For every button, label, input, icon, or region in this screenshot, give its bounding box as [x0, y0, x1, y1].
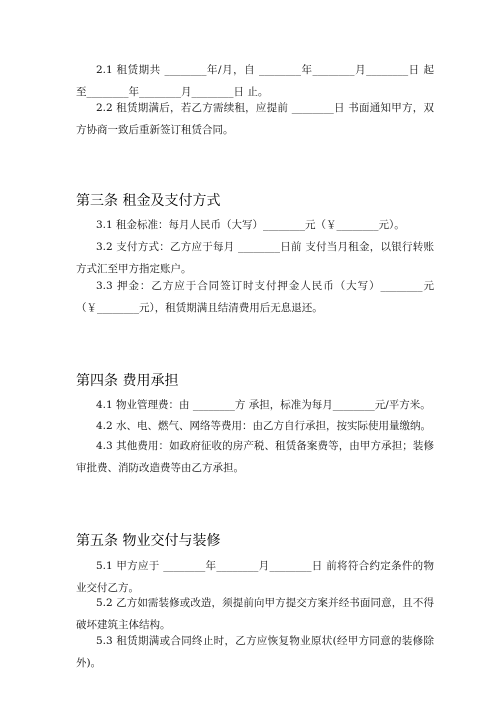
- clause-4-1: 4.1 物业管理费：由 ________方 承担，标准为每月________元/平方米。: [96, 399, 431, 411]
- section-3-heading: 第三条 租金及支付方式: [76, 193, 221, 209]
- clause-2-1: 2.1 租赁期共 ________年/月，自 ________年________月________日 起至________年________月________日 止。: [76, 64, 434, 98]
- clause-5-3: 5.3 租赁期满或合同终止时，乙方应恢复物业原状(经甲方同意的装修除外)。: [76, 635, 434, 669]
- clause-5-1: 5.1 甲方应于 ________年________月________日 前将符合约定条件的物业交付乙方。: [76, 560, 434, 594]
- clause-5-2: 5.2 乙方如需装修或改造，须提前向甲方提交方案并经书面同意，且不得破坏建筑主体结构。: [76, 597, 434, 631]
- clause-3-1: 3.1 租金标准：每月人民币（大写）________元（￥________元）。: [96, 219, 405, 231]
- clause-2-2: 2.2 租赁期满后，若乙方需续租，应提前 ________日 书面通知甲方，双方协商一致后重新签订租赁合同。: [76, 102, 434, 136]
- section-4-heading: 第四条 费用承担: [76, 373, 179, 389]
- clause-3-2: 3.2 支付方式：乙方应于每月 ________日前 支付当月租金，以银行转账方式汇至甲方指定账户。: [76, 241, 434, 275]
- clause-3-3: 3.3 押金：乙方应于合同签订时支付押金人民币（大写）________元（￥________元），租赁期满且结清费用后无息退还。: [76, 280, 434, 314]
- clause-4-3: 4.3 其他费用：如政府征收的房产税、租赁备案费等，由甲方承担；装修审批费、消防改造费等由乙方承担。: [76, 440, 434, 474]
- clause-4-2: 4.2 水、电、燃气、网络等费用：由乙方自行承担，按实际使用量缴纳。: [96, 420, 432, 432]
- section-5-heading: 第五条 物业交付与装修: [76, 533, 221, 549]
